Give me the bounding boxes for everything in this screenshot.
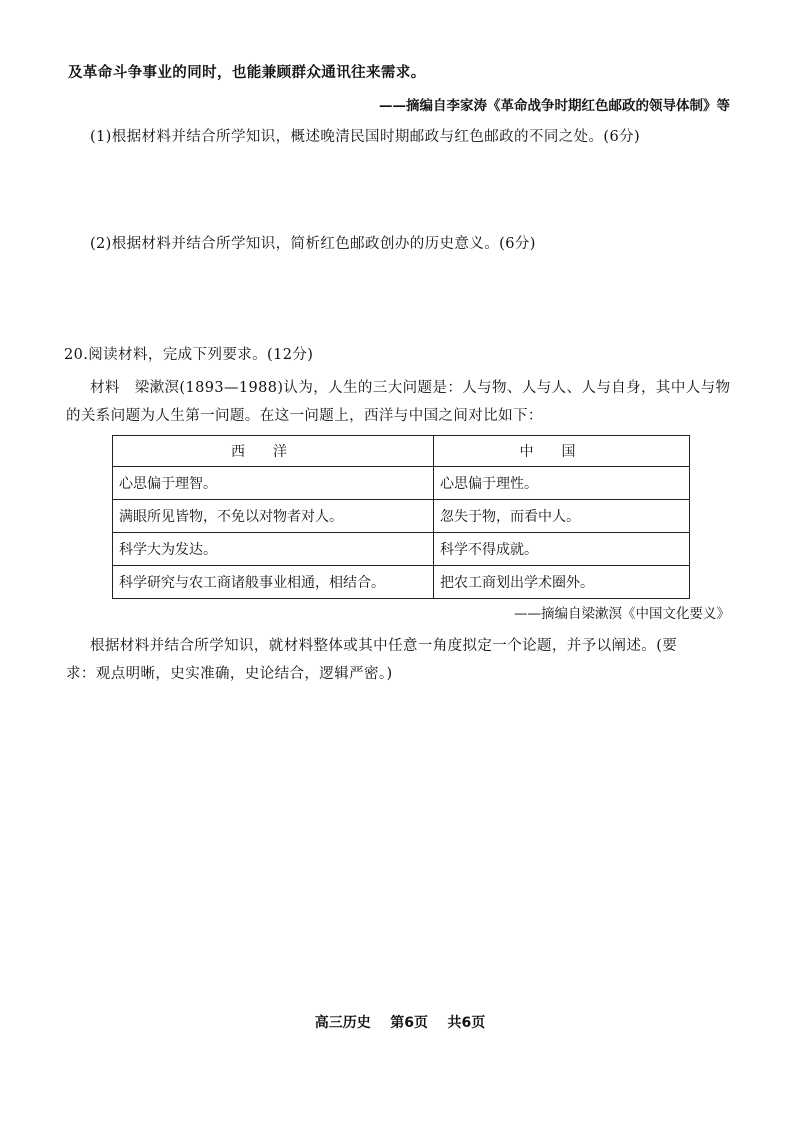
footer-total: 共6页 xyxy=(447,1015,486,1031)
cell-west: 心思偏于理智。 xyxy=(113,467,434,500)
cell-china: 忽失于物，而看中人。 xyxy=(434,500,690,533)
table-row xyxy=(113,566,690,599)
table-row xyxy=(113,500,690,533)
q20-source: ——摘编自梁漱溟《中国文化要义》 xyxy=(514,606,730,622)
table-header-row xyxy=(113,436,690,467)
cell-west: 科学大为发达。 xyxy=(113,533,434,566)
table-row xyxy=(113,467,690,500)
cell-west: 满眼所见皆物，不免以对物者对人。 xyxy=(113,500,434,533)
q19-sub1: (1)根据材料并结合所学知识，概述晚清民国时期邮政与红色邮政的不同之处。(6分) xyxy=(90,129,641,145)
continuation-line: 及革命斗争事业的同时，也能兼顾群众通讯往来需求。 xyxy=(68,64,426,81)
q20-material-line1: 材料 梁漱溟(1893—1988)认为，人生的三大问题是：人与物、人与人、人与自身，其中人与物 xyxy=(90,380,731,396)
q20-task-line1: 根据材料并结合所学知识，就材料整体或其中任意一角度拟定一个论题，并予以阐述。(要 xyxy=(90,638,678,654)
cell-china: 心思偏于理性。 xyxy=(434,467,690,500)
page-footer xyxy=(0,1012,800,1032)
cell-west: 科学研究与农工商诸般事业相通，相结合。 xyxy=(113,566,434,599)
header-china: 中国 xyxy=(434,436,690,467)
footer-subject: 高三历史 xyxy=(314,1015,371,1031)
continuation-source: ——摘编自李家涛《革命战争时期红色邮政的领导体制》等 xyxy=(379,98,730,114)
header-west: 西洋 xyxy=(113,436,434,467)
cell-china: 把农工商划出学术圈外。 xyxy=(434,566,690,599)
cell-china: 科学不得成就。 xyxy=(434,533,690,566)
footer-page: 第6页 xyxy=(390,1015,428,1031)
table-row xyxy=(113,533,690,566)
q20-task-line2: 求：观点明晰，史实准确，史论结合，逻辑严密。) xyxy=(66,666,393,682)
q19-sub2: (2)根据材料并结合所学知识，简析红色邮政创办的历史意义。(6分) xyxy=(90,236,536,252)
q20-material-line2: 的关系问题为人生第一问题。在这一问题上，西洋与中国之间对比如下： xyxy=(66,408,543,424)
q20-heading: 20.阅读材料，完成下列要求。(12分) xyxy=(64,347,314,363)
comparison-table xyxy=(112,435,690,599)
